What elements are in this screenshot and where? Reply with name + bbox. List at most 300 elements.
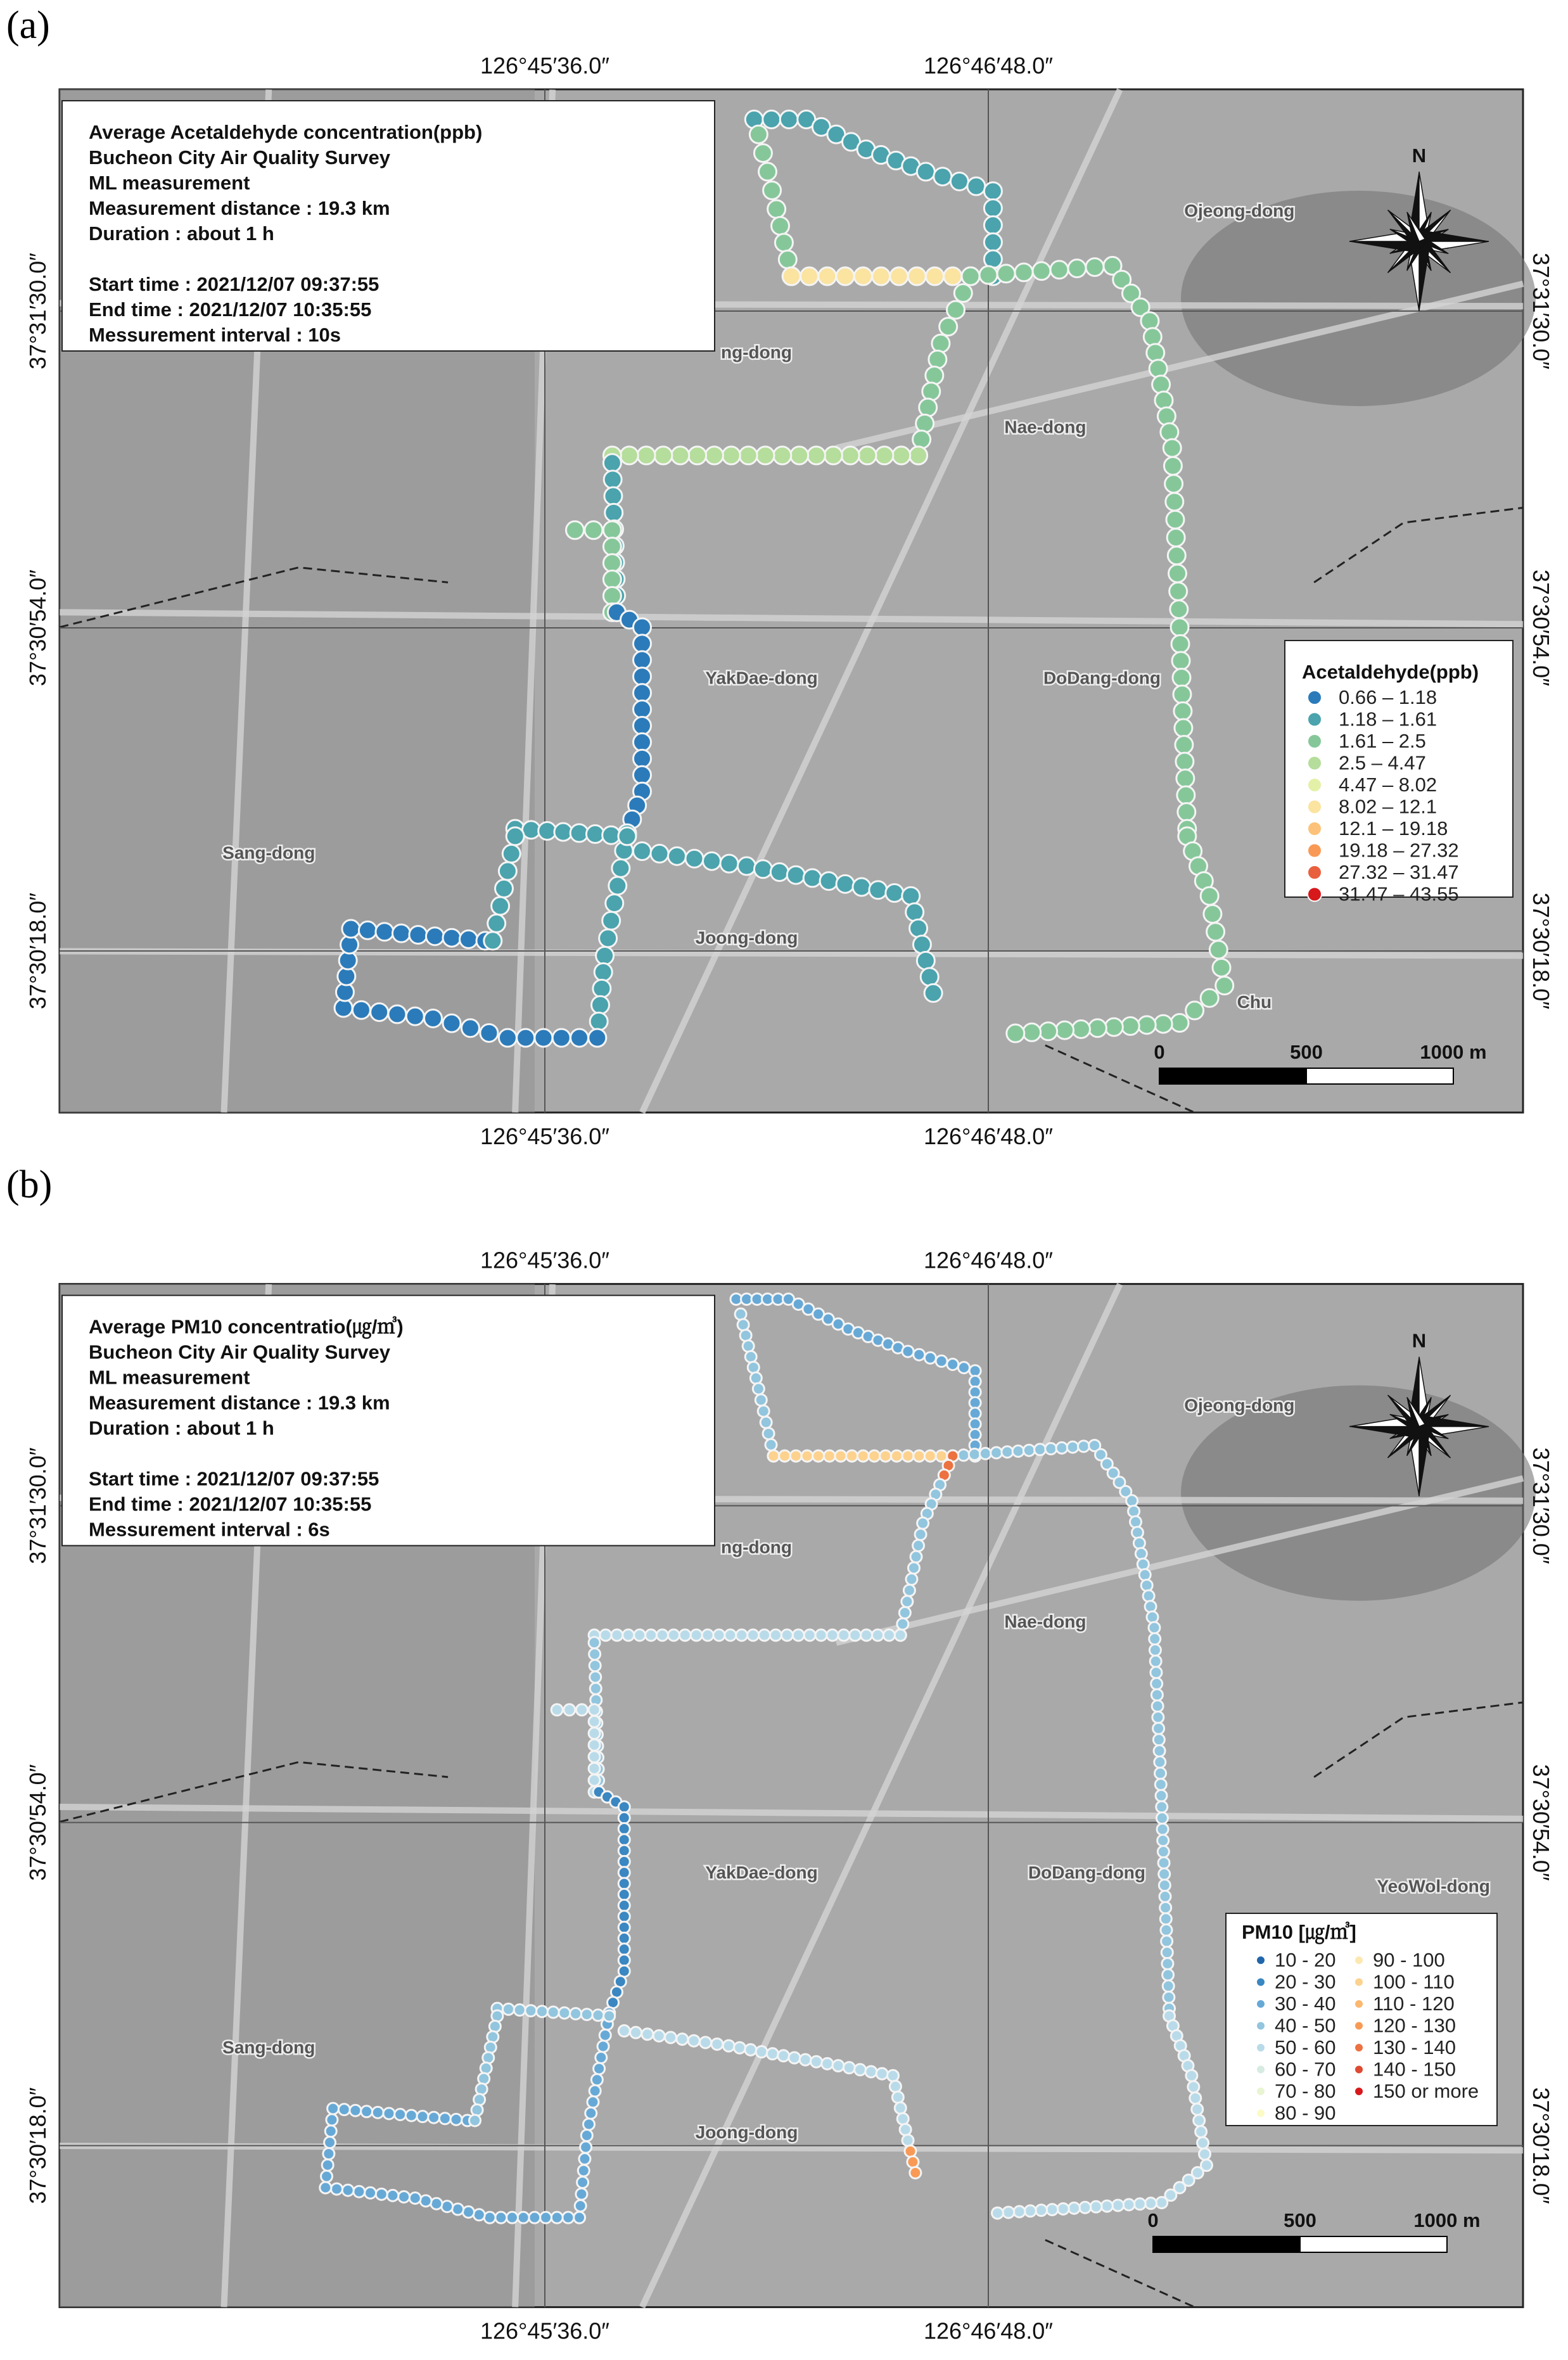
longitude-label-top-right: 126°46′48.0″: [923, 1247, 1054, 1273]
measurement-point: [1133, 1538, 1145, 1549]
measurement-point: [499, 1029, 516, 1047]
measurement-point: [387, 2190, 398, 2201]
measurement-point: [1144, 328, 1161, 346]
measurement-point: [872, 267, 890, 285]
measurement-point: [919, 399, 937, 416]
legend-item-label: 110 - 120: [1373, 1993, 1455, 2015]
measurement-point: [740, 1330, 751, 1341]
measurement-point: [770, 1630, 781, 1641]
measurement-point: [916, 414, 934, 432]
measurement-point: [365, 2187, 376, 2198]
measurement-point: [997, 265, 1015, 283]
legend-item-label: 10 - 20: [1275, 1949, 1336, 1971]
measurement-point: [1156, 1813, 1168, 1824]
measurement-point: [1137, 1559, 1149, 1570]
measurement-point: [580, 2141, 592, 2153]
measurement-point: [398, 2191, 410, 2202]
measurement-point: [406, 1007, 424, 1025]
measurement-point: [1090, 2201, 1102, 2212]
latitude-label-left: 37°30′18.0″: [25, 2087, 51, 2204]
measurement-point: [907, 2156, 919, 2167]
legend-swatch: [1256, 2065, 1265, 2074]
measurement-point: [594, 963, 612, 981]
legend-item-label: 70 - 80: [1275, 2080, 1336, 2102]
measurement-point: [778, 2050, 789, 2062]
place-name-label: Ojeong-dong: [1184, 200, 1295, 220]
scale-label-mid: 500: [1284, 2209, 1316, 2231]
measurement-point: [1024, 2205, 1036, 2217]
measurement-point: [924, 1450, 936, 1462]
legend-swatch: [1308, 888, 1322, 902]
info-line: Duration : about 1 h: [89, 1417, 274, 1439]
measurement-point: [897, 1618, 908, 1630]
measurement-point: [665, 2032, 677, 2043]
measurement-point: [872, 1630, 883, 1641]
measurement-point: [768, 200, 786, 218]
measurement-point: [376, 923, 393, 941]
measurement-point: [779, 251, 796, 269]
measurement-point: [991, 1447, 1002, 1458]
measurement-point: [908, 1562, 919, 1574]
measurement-point: [745, 2044, 756, 2055]
measurement-point: [1126, 1495, 1138, 1507]
measurement-point: [1068, 260, 1086, 277]
measurement-point: [634, 668, 651, 686]
legend-swatch: [1256, 2109, 1265, 2118]
measurement-point: [672, 447, 689, 464]
measurement-point: [827, 1630, 838, 1641]
info-line: Bucheon City Air Quality Survey: [89, 1341, 391, 1363]
measurement-point: [790, 1450, 801, 1462]
measurement-point: [599, 2029, 611, 2041]
measurement-point: [906, 903, 924, 921]
measurement-point: [846, 1450, 858, 1462]
road-line: [60, 951, 1523, 955]
measurement-point: [1173, 668, 1190, 686]
measurement-point: [424, 1009, 442, 1027]
measurement-point: [1207, 923, 1225, 941]
measurement-point: [395, 2109, 406, 2121]
place-name-label: Joong-dong: [695, 928, 798, 948]
measurement-point: [755, 1394, 767, 1406]
measurement-point: [745, 1351, 756, 1363]
measurement-point: [589, 1704, 600, 1716]
measurement-point: [484, 2212, 495, 2223]
measurement-point: [570, 824, 588, 842]
measurement-point: [1156, 2197, 1168, 2209]
measurement-point: [578, 2165, 589, 2176]
measurement-point: [801, 1450, 813, 1462]
hill-area: [1181, 191, 1536, 406]
measurement-point: [1186, 2070, 1197, 2081]
legend-item-label: 12.1 – 19.18: [1339, 817, 1448, 839]
legend-item-label: 140 - 150: [1373, 2058, 1456, 2081]
measurement-point: [1166, 511, 1184, 528]
measurement-point: [1047, 2204, 1058, 2216]
measurement-point: [646, 1630, 657, 1641]
measurement-point: [431, 2198, 442, 2209]
measurement-point: [902, 2134, 914, 2146]
measurement-point: [331, 2183, 343, 2195]
measurement-point: [770, 863, 788, 881]
measurement-point: [634, 749, 651, 767]
measurement-point: [634, 733, 651, 751]
longitude-label-top-left: 126°45′36.0″: [480, 53, 610, 79]
scale-bar-white-segment: [1300, 2236, 1447, 2252]
measurement-point: [487, 2031, 499, 2043]
measurement-point: [352, 1001, 370, 1019]
measurement-point: [748, 1630, 759, 1641]
measurement-point: [969, 1449, 980, 1460]
longitude-label-top-left: 126°45′36.0″: [480, 1247, 610, 1273]
measurement-point: [589, 1739, 600, 1751]
measurement-point: [1067, 1441, 1078, 1453]
measurement-point: [409, 926, 427, 943]
measurement-point: [813, 1450, 824, 1462]
measurement-point: [940, 318, 957, 336]
measurement-point: [711, 2038, 723, 2050]
measurement-point: [950, 172, 968, 190]
legend-swatch: [1256, 2043, 1265, 2052]
legend-swatch: [1308, 865, 1322, 879]
measurement-point: [417, 2111, 428, 2122]
legend-item-label: 150 or more: [1373, 2080, 1479, 2102]
measurement-point: [1197, 2137, 1209, 2148]
measurement-point: [1078, 1441, 1089, 1452]
measurement-point: [1141, 1579, 1152, 1591]
measurement-point: [737, 1319, 749, 1330]
measurement-point: [1190, 2093, 1201, 2104]
measurement-point: [443, 929, 461, 947]
measurement-point: [392, 924, 410, 942]
measurement-point: [1177, 786, 1195, 804]
legend-swatch: [1308, 756, 1322, 770]
legend-item-label: 31.47 – 43.55: [1339, 883, 1459, 905]
measurement-point: [702, 1630, 713, 1641]
measurement-point: [371, 1004, 388, 1021]
measurement-point: [836, 267, 854, 285]
measurement-point: [321, 2171, 333, 2182]
legend-item-label: 130 - 140: [1373, 2036, 1456, 2058]
measurement-point: [917, 952, 934, 969]
measurement-point: [967, 177, 985, 195]
measurement-point: [1149, 1644, 1161, 1655]
latitude-label-left: 37°30′54.0″: [25, 1764, 51, 1881]
legend-swatch: [1256, 2087, 1265, 2096]
legend-item-label: 20 - 30: [1275, 1970, 1336, 1993]
latitude-label-left: 37°31′30.0″: [25, 252, 51, 370]
measurement-point: [902, 1346, 914, 1357]
measurement-point: [623, 1630, 634, 1641]
measurement-point: [1192, 2103, 1203, 2115]
measurement-point: [1152, 1712, 1164, 1723]
measurement-point: [443, 1014, 461, 1032]
measurement-point: [903, 1585, 915, 1596]
measurement-point: [587, 2096, 599, 2108]
measurement-point: [758, 1405, 769, 1417]
scale-bar-black-segment: [1153, 2236, 1300, 2252]
measurement-point: [642, 2029, 653, 2040]
measurement-point: [474, 2094, 485, 2105]
measurement-point: [763, 182, 781, 200]
measurement-point: [1149, 360, 1167, 378]
legend-swatch: [1308, 713, 1322, 727]
measurement-point: [1153, 1734, 1164, 1745]
measurement-point: [1168, 547, 1185, 564]
measurement-point: [1015, 264, 1033, 281]
measurement-point: [861, 1630, 872, 1641]
measurement-point: [1145, 2198, 1156, 2209]
measurement-point: [926, 367, 943, 385]
measurement-point: [489, 2020, 500, 2032]
longitude-label-bottom-left: 126°45′36.0″: [480, 2318, 610, 2344]
measurement-point: [1176, 770, 1194, 788]
measurement-point: [461, 1019, 479, 1037]
measurement-point: [869, 881, 887, 899]
measurement-point: [1209, 941, 1227, 959]
info-line: Messurement interval : 10s: [89, 324, 341, 346]
measurement-point: [581, 2130, 592, 2141]
measurement-point: [634, 701, 651, 718]
place-name-label: YakDae-dong: [705, 668, 818, 688]
measurement-point: [602, 826, 620, 844]
measurement-point: [1023, 1023, 1041, 1041]
measurement-point: [634, 717, 651, 735]
measurement-point: [1186, 1002, 1204, 1019]
measurement-point: [1138, 1016, 1156, 1034]
measurement-point: [514, 2005, 525, 2016]
latitude-label-right: 37°31′30.0″: [1528, 252, 1554, 370]
measurement-point: [760, 1417, 772, 1428]
panel-label: (b): [6, 1163, 53, 1206]
measurement-point: [1175, 719, 1192, 737]
measurement-point: [618, 1878, 630, 1889]
measurement-point: [342, 920, 360, 938]
info-line: Duration : about 1 h: [89, 222, 274, 245]
measurement-point: [618, 1823, 630, 1835]
legend-swatch: [1308, 800, 1322, 814]
measurement-point: [895, 1630, 906, 1641]
legend-swatch: [1354, 1978, 1363, 1987]
scale-label-end: 1000 m: [1413, 2209, 1481, 2231]
measurement-point: [604, 487, 622, 505]
measurement-point: [869, 1450, 880, 1462]
place-name-label: ng-dong: [721, 1537, 792, 1557]
measurement-point: [576, 2188, 587, 2200]
measurement-point: [850, 1630, 861, 1641]
measurement-point: [736, 1630, 748, 1641]
measurement-point: [338, 2104, 350, 2115]
measurement-point: [618, 1856, 630, 1867]
measurement-point: [592, 996, 609, 1014]
measurement-point: [529, 2212, 540, 2223]
measurement-point: [703, 852, 721, 870]
measurement-point: [824, 1450, 835, 1462]
measurement-point: [590, 1012, 608, 1030]
measurement-point: [609, 877, 627, 895]
measurement-point: [984, 233, 1002, 251]
legend-swatch: [1354, 1956, 1363, 1965]
measurement-point: [723, 2040, 734, 2051]
measurement-point: [1147, 344, 1164, 362]
measurement-point: [591, 2074, 602, 2086]
measurement-point: [858, 447, 876, 464]
measurement-point: [593, 979, 611, 997]
measurement-point: [1170, 601, 1188, 618]
measurement-point: [342, 2185, 354, 2196]
measurement-point: [753, 1383, 764, 1394]
measurement-point: [469, 2115, 481, 2126]
measurement-point: [618, 1889, 630, 1900]
measurement-point: [1160, 1913, 1171, 1925]
measurement-point: [758, 163, 776, 181]
measurement-point: [1040, 1023, 1057, 1040]
measurement-point: [979, 266, 997, 284]
measurement-point: [902, 1596, 913, 1607]
measurement-point: [876, 447, 893, 464]
measurement-point: [913, 936, 931, 954]
measurement-point: [551, 1704, 563, 1716]
info-line: Measurement distance : 19.3 km: [89, 1391, 390, 1414]
measurement-point: [586, 826, 604, 843]
measurement-point: [820, 872, 838, 890]
measurement-point: [634, 618, 651, 636]
place-name-label: Chu: [1237, 992, 1272, 1012]
measurement-point: [822, 2058, 833, 2069]
measurement-point: [383, 2108, 395, 2119]
measurement-point: [495, 879, 513, 897]
legend-item-label: 19.18 – 27.32: [1339, 839, 1459, 862]
legend-item-label: 100 - 110: [1373, 1970, 1455, 1993]
measurement-point: [984, 182, 1002, 200]
measurement-point: [585, 2107, 597, 2119]
measurement-point: [807, 447, 825, 464]
info-line: Bucheon City Air Quality Survey: [89, 146, 391, 169]
north-label: N: [1412, 1329, 1427, 1352]
measurement-point: [618, 1955, 630, 1966]
measurement-point: [1152, 1700, 1163, 1712]
measurement-point: [1195, 2126, 1207, 2138]
measurement-point: [1171, 618, 1189, 636]
measurement-point: [1056, 1021, 1074, 1039]
measurement-point: [772, 217, 789, 234]
measurement-point: [958, 1450, 969, 1461]
scale-label-zero: 0: [1154, 1041, 1165, 1063]
legend-item-label: 4.47 – 8.02: [1339, 774, 1437, 796]
panel-label: (a): [6, 4, 50, 47]
place-name-label: YeoWol-dong: [1377, 1876, 1490, 1896]
measurement-point: [843, 2062, 855, 2074]
measurement-point: [1162, 1958, 1173, 1969]
measurement-point: [815, 1630, 827, 1641]
measurement-point: [325, 2126, 336, 2137]
scale-label-mid: 500: [1290, 1041, 1323, 1063]
legend-swatch: [1308, 734, 1322, 748]
measurement-point: [1201, 887, 1218, 905]
measurement-point: [1141, 312, 1159, 330]
measurement-point: [612, 859, 630, 877]
measurement-point: [750, 1372, 762, 1384]
measurement-point: [1155, 1779, 1166, 1790]
measurement-point: [838, 1630, 850, 1641]
measurement-point: [596, 947, 614, 964]
north-label: N: [1412, 144, 1427, 167]
measurement-point: [630, 2027, 642, 2038]
measurement-point: [1199, 2148, 1211, 2160]
measurement-point: [1157, 407, 1175, 425]
measurement-point: [579, 2153, 590, 2165]
measurement-point: [1035, 1444, 1046, 1455]
measurement-point: [1160, 1902, 1171, 1913]
measurement-point: [618, 1900, 630, 1911]
measurement-point: [782, 267, 800, 285]
measurement-point: [1170, 582, 1187, 600]
scale-bar-black-segment: [1159, 1068, 1306, 1084]
measurement-point: [1154, 1756, 1166, 1768]
measurement-point: [651, 845, 668, 862]
measurement-point: [506, 2212, 518, 2223]
measurement-point: [1161, 1936, 1173, 1947]
measurement-point: [685, 850, 703, 867]
place-name-label: Nae-dong: [1004, 417, 1087, 437]
measurement-point: [914, 1349, 925, 1360]
measurement-point: [604, 2010, 615, 2022]
measurement-point: [947, 301, 964, 319]
legend-item-label: 30 - 40: [1275, 1993, 1336, 2015]
measurement-point: [855, 2064, 866, 2076]
legend-item-label: 40 - 50: [1275, 2014, 1336, 2037]
measurement-point: [668, 847, 686, 865]
measurement-point: [893, 447, 910, 464]
info-line: Average PM10 concentratio(㎍/㎥): [89, 1315, 404, 1338]
measurement-point: [889, 2081, 901, 2092]
measurement-point: [924, 1352, 936, 1363]
measurement-point: [749, 125, 767, 143]
measurement-point: [535, 1029, 552, 1047]
measurement-point: [890, 267, 908, 285]
measurement-point: [1159, 1880, 1170, 1891]
legend-item-label: 2.5 – 4.47: [1339, 751, 1426, 774]
measurement-point: [1201, 989, 1218, 1007]
measurement-point: [1188, 2081, 1199, 2093]
measurement-point: [917, 163, 934, 181]
measurement-point: [984, 200, 1002, 217]
measurement-point: [618, 1834, 630, 1846]
measurement-point: [886, 884, 903, 902]
measurement-point: [1143, 1590, 1154, 1602]
measurement-point: [503, 2003, 514, 2015]
info-line: Average Acetaldehyde concentration(ppb): [89, 121, 483, 143]
measurement-point: [656, 1630, 668, 1641]
panel-b-pm10-map: [6, 1163, 1554, 2344]
measurement-point: [537, 2006, 548, 2017]
measurement-point: [442, 2201, 453, 2212]
measurement-point: [540, 2212, 551, 2223]
legend-item-label: 90 - 100: [1373, 1949, 1445, 1971]
measurement-point: [488, 914, 506, 932]
legend-item-label: 120 - 130: [1373, 2014, 1456, 2037]
measurement-point: [910, 919, 927, 937]
measurement-point: [917, 1517, 929, 1529]
measurement-point: [589, 1660, 601, 1671]
measurement-point: [552, 1029, 570, 1047]
measurement-point: [618, 1911, 630, 1922]
measurement-point: [483, 2052, 494, 2063]
legend-swatch: [1308, 822, 1322, 836]
measurement-point: [439, 2113, 450, 2124]
measurement-point: [473, 2209, 485, 2221]
measurement-point: [618, 2025, 630, 2037]
